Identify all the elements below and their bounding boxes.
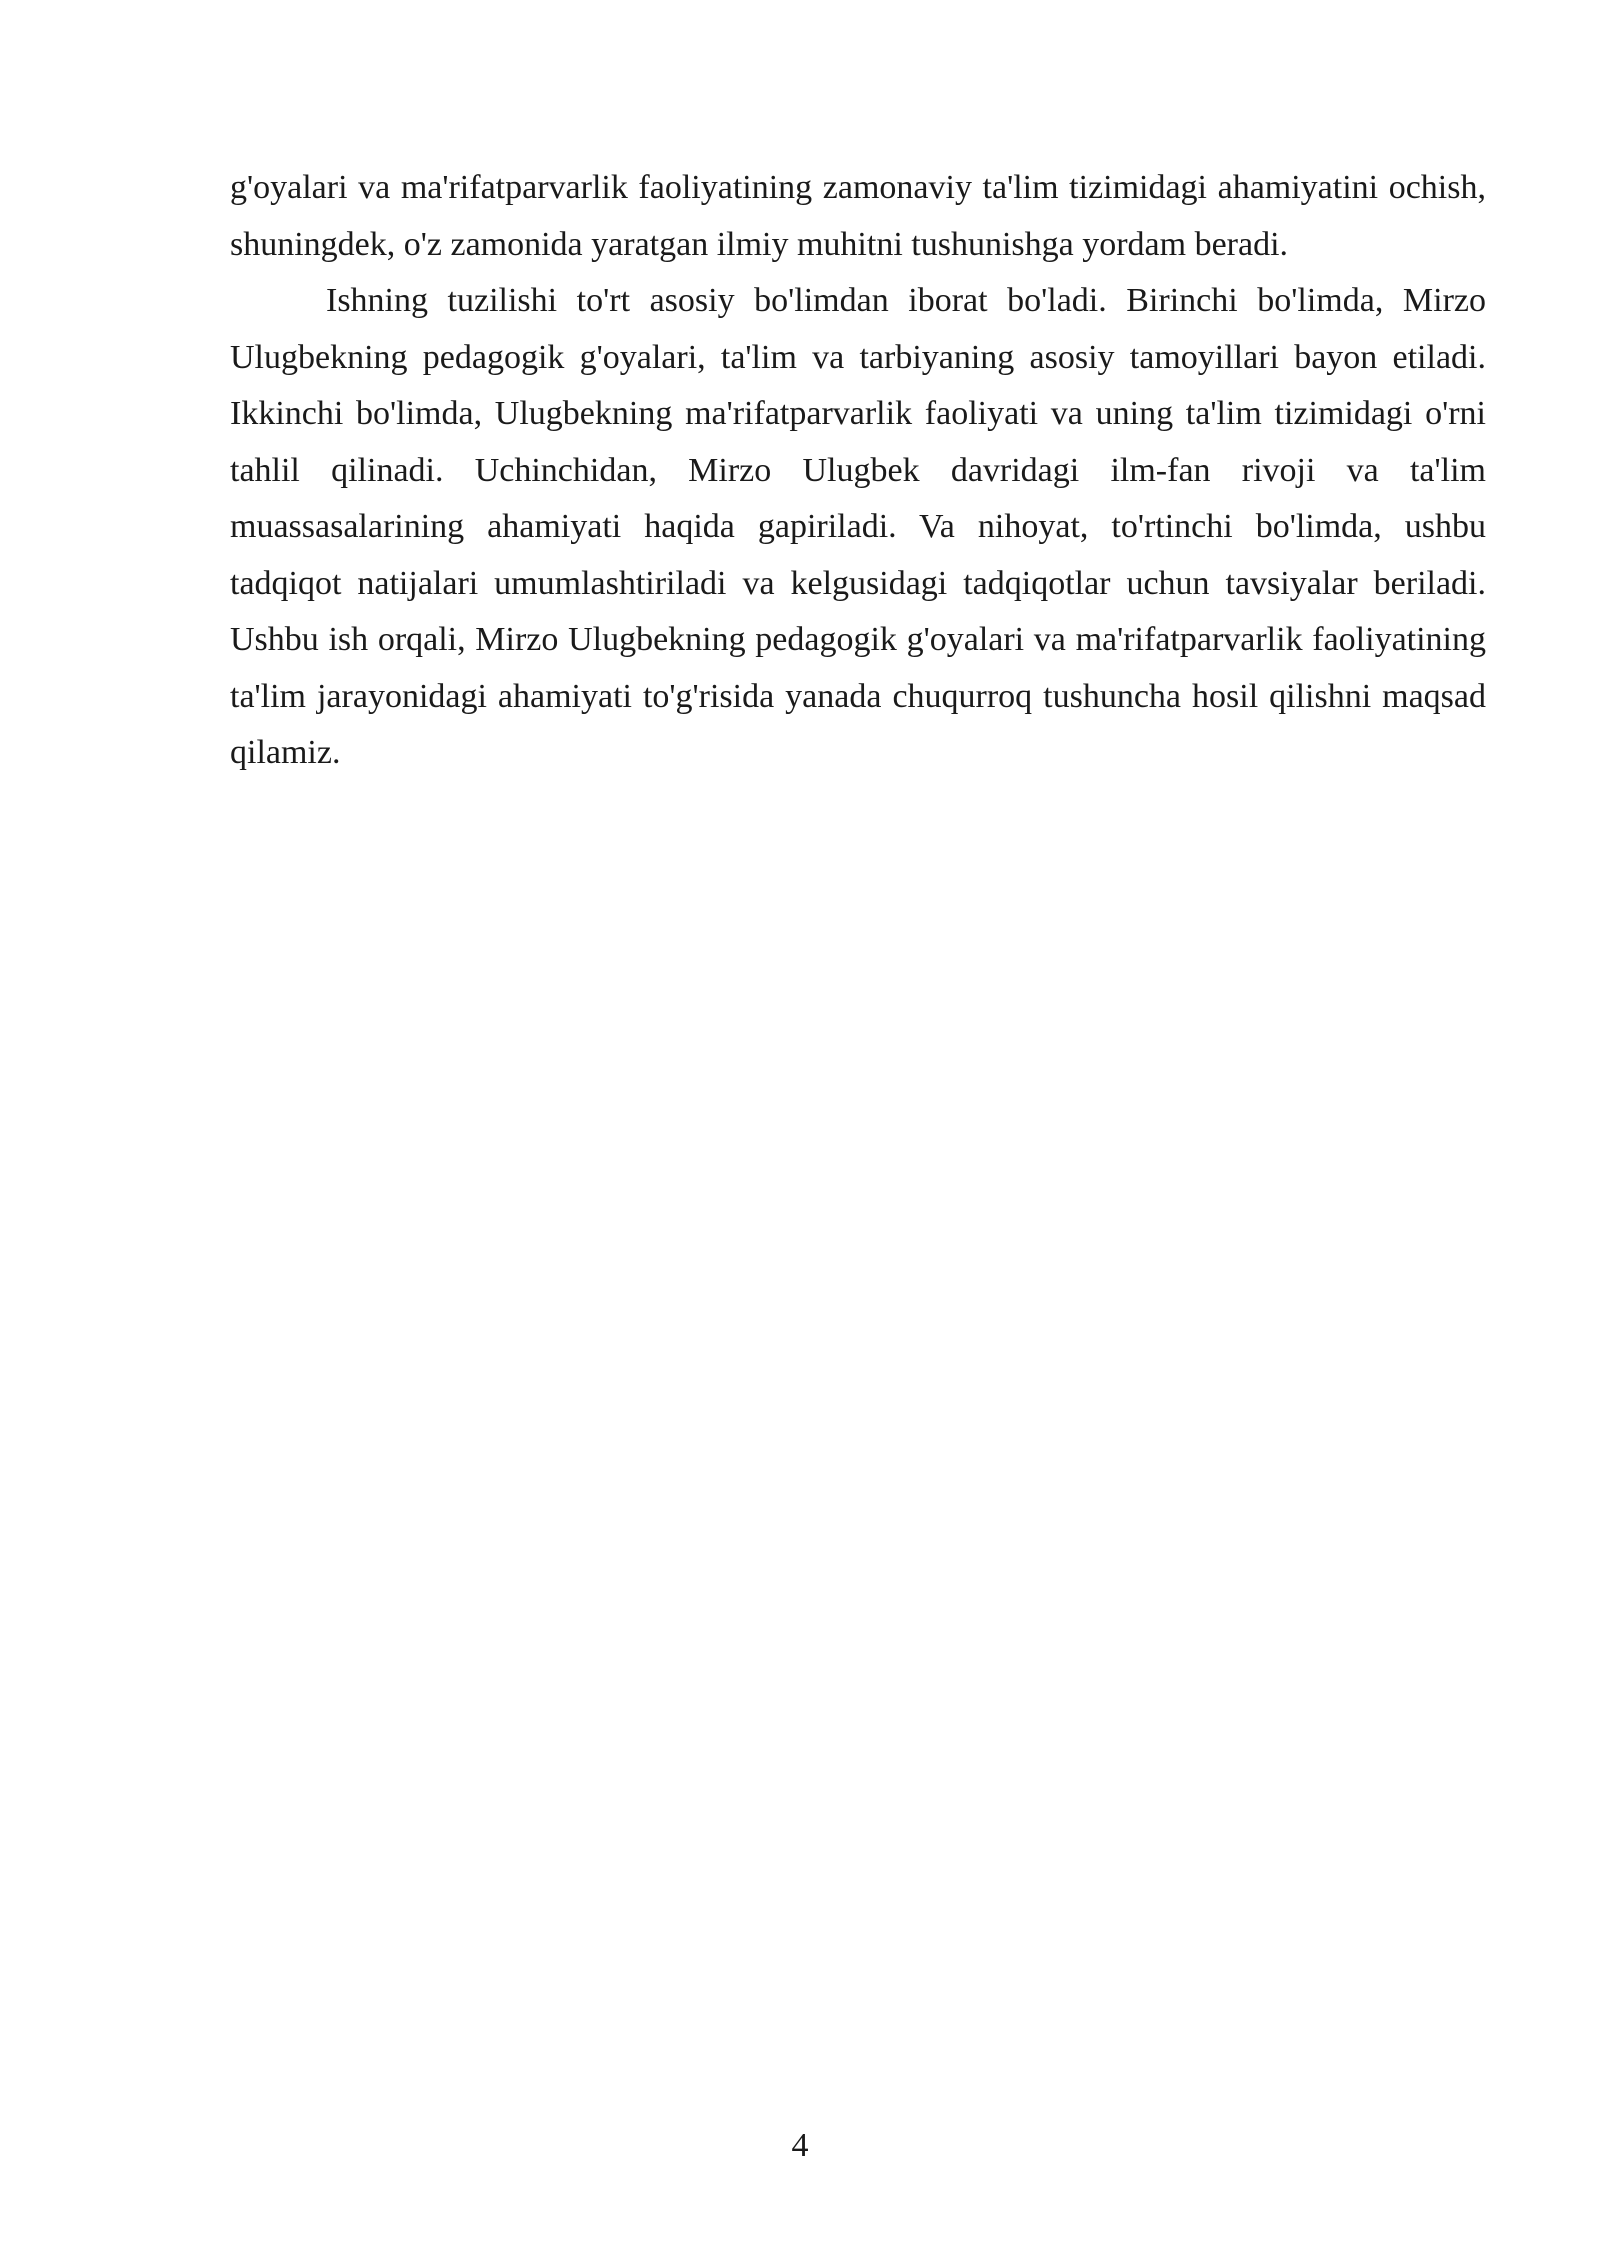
- paragraph-structure-overview: Ishning tuzilishi to'rt asosiy bo'limdan iborat bo'ladi. Birinchi bo'limda, Mirzo Ulugbekning pedagogik g'oyalari, ta'lim va tarbiyaning asosiy tamoyillari bayon etiladi. Ikkinchi bo'limda, Ulugbekning ma'rifatparvarlik faoliyati va uning ta'lim tizimidagi o'rni tahlil qilinadi. Uchinchidan, Mirzo Ulugbek davridagi ilm-fan rivoji va ta'lim muassasalarining ahamiyati haqida gapiriladi. Va nihoyat, to'rtinchi bo'limda, ushbu tadqiqot natijalari umumlashtiriladi va kelgusidagi tadqiqotlar uchun tavsiyalar beriladi. Ushbu ish orqali, Mirzo Ulugbekning pedagogik g'oyalari va ma'rifatparvarlik faoliyatining ta'lim jarayonidagi ahamiyati to'g'risida yanada chuqurroq tushuncha hosil qilishni maqsad qilamiz.: [230, 282, 1486, 771]
- page-number: 4: [791, 2127, 809, 2164]
- paragraph-continuation: g'oyalari va ma'rifatparvarlik faoliyatining zamonaviy ta'lim tizimidagi ahamiyatini ochish, shuningdek, o'z zamonida yaratgan ilmiy muhitni tushunishga yordam beradi.: [230, 169, 1486, 263]
- body-text: [230, 160, 1486, 782]
